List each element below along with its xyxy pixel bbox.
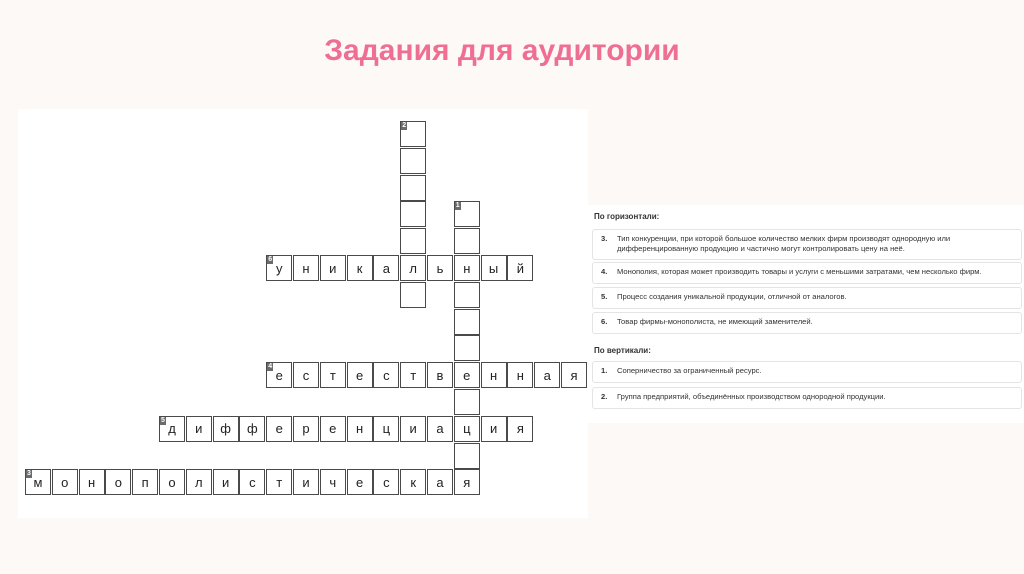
crossword-cell[interactable] [454, 389, 480, 415]
cell-letter: к [410, 474, 417, 490]
crossword-cell[interactable] [507, 416, 533, 442]
crossword-cell[interactable] [454, 469, 480, 495]
crossword-cell[interactable] [213, 469, 239, 495]
cell-letter: о [168, 474, 176, 490]
crossword-cell[interactable] [481, 255, 507, 281]
crossword-cell[interactable] [52, 469, 78, 495]
clue-number-badge: 5 [161, 416, 165, 424]
crossword-cell[interactable] [400, 228, 426, 254]
crossword-cell[interactable] [400, 148, 426, 174]
cell-letter: е [329, 421, 337, 437]
crossword-cell[interactable] [347, 469, 373, 495]
crossword-cell[interactable] [159, 416, 185, 442]
cell-letter: ц [382, 421, 391, 437]
cell-letter: и [302, 474, 310, 490]
crossword-cell[interactable] [266, 469, 292, 495]
crossword-cell[interactable] [25, 469, 51, 495]
crossword-cell[interactable] [400, 201, 426, 227]
cell-letter: ы [488, 260, 499, 276]
clue-h6 [592, 312, 1022, 334]
crossword-cell[interactable] [320, 255, 346, 281]
crossword-cell[interactable] [481, 416, 507, 442]
crossword-cell[interactable] [507, 362, 533, 388]
crossword-cell[interactable] [239, 416, 265, 442]
cell-letter: о [114, 474, 122, 490]
cell-letter: н [302, 260, 310, 276]
crossword-cell[interactable] [239, 469, 265, 495]
cell-letter: н [516, 367, 524, 383]
cell-letter: м [33, 474, 43, 490]
clues-panel [588, 205, 1024, 423]
crossword-cell[interactable] [347, 362, 373, 388]
cell-letter: л [195, 474, 203, 490]
cell-letter: н [490, 367, 498, 383]
clue-v2 [592, 387, 1022, 409]
crossword-cell[interactable] [454, 255, 480, 281]
clue-text: Тип конкуренции, при которой большое количество мелких фирм производят однородную или дифференцированную продукцию и частично могут контролировать цену на неё. [617, 234, 951, 253]
clue-text: Соперничество за ограниченный ресурс. [617, 366, 762, 375]
cell-letter: р [302, 421, 310, 437]
vertical-clues-header: По вертикали: [594, 346, 651, 355]
page-title: Задания для аудитории [324, 34, 680, 67]
crossword-cell[interactable] [400, 282, 426, 308]
crossword-cell[interactable] [293, 416, 319, 442]
crossword-cell[interactable] [427, 469, 453, 495]
cell-letter: п [141, 474, 149, 490]
cell-letter: ь [436, 260, 444, 276]
crossword-cell[interactable] [266, 416, 292, 442]
crossword-cell[interactable] [454, 282, 480, 308]
cell-letter: ф [247, 421, 258, 437]
crossword-cell[interactable] [400, 416, 426, 442]
clue-number: 5. [601, 292, 608, 301]
cell-letter: е [355, 367, 364, 383]
cell-letter: а [543, 367, 551, 383]
clue-text: Процесс создания уникальной продукции, отличной от аналогов. [617, 292, 847, 301]
crossword-cell[interactable] [320, 362, 346, 388]
clue-number-badge: 3 [27, 470, 31, 478]
crossword-cell[interactable] [293, 255, 319, 281]
crossword-cell[interactable] [320, 416, 346, 442]
clue-number: 4. [601, 267, 608, 276]
crossword-cell[interactable] [481, 362, 507, 388]
crossword-cell[interactable] [427, 255, 453, 281]
crossword-cell[interactable] [132, 469, 158, 495]
crossword-cell[interactable] [347, 255, 373, 281]
crossword-cell[interactable] [293, 469, 319, 495]
crossword-cell[interactable] [454, 335, 480, 361]
cell-letter: у [275, 260, 283, 276]
cell-letter: й [516, 260, 525, 276]
crossword-cell[interactable] [159, 469, 185, 495]
crossword-grid [18, 109, 588, 518]
cell-letter: в [436, 367, 444, 383]
clue-number-badge: 4 [268, 363, 273, 371]
crossword-cell[interactable] [186, 416, 212, 442]
cell-letter: я [570, 367, 578, 383]
crossword-cell[interactable] [427, 362, 453, 388]
clue-number-badge: 6 [268, 256, 273, 263]
cell-letter: и [195, 421, 203, 437]
crossword-cell[interactable] [534, 362, 560, 388]
crossword-cell[interactable] [373, 362, 399, 388]
clue-text: Товар фирмы-монополиста, не имеющий заменителей. [617, 317, 813, 326]
clue-v1 [592, 361, 1022, 383]
crossword-cell[interactable] [454, 228, 480, 254]
clue-h5 [592, 287, 1022, 309]
cell-letter: с [249, 474, 256, 490]
cell-letter: и [221, 474, 230, 490]
clue-number: 2. [601, 392, 608, 401]
crossword-cell[interactable] [266, 255, 292, 281]
crossword-cell[interactable] [400, 121, 426, 147]
cell-letter: а [436, 474, 444, 490]
cell-letter: я [463, 474, 471, 490]
crossword-cell[interactable] [373, 416, 399, 442]
cell-letter: а [436, 421, 444, 437]
cell-letter: ц [463, 421, 471, 437]
clue-number-badge: 1 [455, 202, 460, 210]
cell-letter: л [409, 260, 417, 276]
clue-number: 1. [601, 366, 608, 375]
cell-letter: а [382, 260, 390, 276]
cell-letter: н [356, 421, 364, 437]
crossword-cell[interactable] [507, 255, 533, 281]
cell-letter: е [275, 367, 283, 383]
clue-h4 [592, 262, 1022, 284]
crossword-cell[interactable] [454, 362, 480, 388]
cell-letter: с [383, 367, 390, 383]
clue-text: Монополия, которая может производить товары и услуги с меньшими затратами, чем несколько фирм. [617, 267, 982, 276]
crossword-cell[interactable] [561, 362, 587, 388]
cell-letter: к [356, 260, 363, 276]
clue-number: 3. [601, 234, 608, 243]
cell-letter: с [302, 367, 310, 383]
crossword-cell[interactable] [454, 309, 480, 335]
cell-letter: е [463, 367, 471, 383]
cell-letter: я [516, 421, 524, 437]
cell-letter: н [463, 260, 471, 276]
cell-letter: т [410, 367, 417, 383]
crossword-cell[interactable] [427, 416, 453, 442]
crossword-cell[interactable] [266, 362, 292, 388]
crossword-cell[interactable] [454, 416, 480, 442]
cell-letter: т [329, 367, 336, 383]
cell-letter: н [88, 474, 96, 490]
crossword-cell[interactable] [213, 416, 239, 442]
cell-letter: ф [220, 421, 231, 437]
clue-text: Группа предприятий, объединённых производством однородной продукции. [617, 392, 886, 401]
cell-letter: е [275, 421, 283, 437]
crossword-cell[interactable] [79, 469, 105, 495]
crossword-cell[interactable] [454, 443, 480, 469]
crossword-cell[interactable] [454, 201, 480, 227]
crossword-cell[interactable] [400, 469, 426, 495]
crossword-cell[interactable] [373, 255, 399, 281]
crossword-cell[interactable] [400, 175, 426, 201]
horizontal-clues-header: По горизонтали: [594, 212, 660, 221]
crossword-cell[interactable] [373, 469, 399, 495]
clue-number-badge: 2 [402, 122, 407, 129]
crossword-cell[interactable] [400, 362, 426, 388]
crossword-cell[interactable] [347, 416, 373, 442]
crossword-cell[interactable] [105, 469, 131, 495]
clue-number: 6. [601, 317, 608, 326]
cell-letter: ч [329, 474, 337, 490]
crossword-cell[interactable] [186, 469, 212, 495]
clue-h3 [592, 229, 1022, 260]
crossword-cell[interactable] [400, 255, 426, 281]
cell-letter: д [168, 421, 176, 437]
cell-letter: т [276, 474, 283, 490]
crossword-cell[interactable] [320, 469, 346, 495]
cell-letter: е [355, 474, 364, 490]
crossword-cell[interactable] [293, 362, 319, 388]
cell-letter: и [489, 421, 498, 437]
cell-letter: с [383, 474, 390, 490]
cell-letter: и [329, 260, 337, 276]
cell-letter: о [61, 474, 69, 490]
cell-letter: и [409, 421, 417, 437]
